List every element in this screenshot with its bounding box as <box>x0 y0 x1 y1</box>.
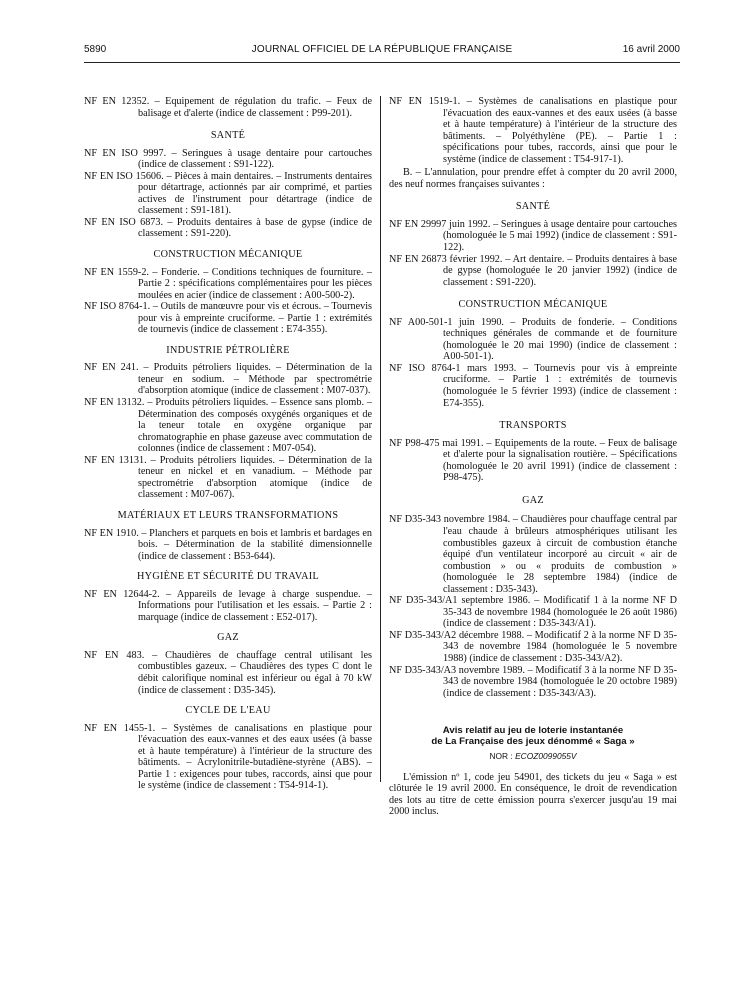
section-heading: GAZ <box>217 632 239 644</box>
notice-title: de La Française des jeux dénommé « Saga » <box>431 736 635 748</box>
standard-entry: NF D35-343/A2 décembre 1988. – Modificatif 2 à la norme NF D 35-343 de novembre 1984 (homologuée le 5 novembre 1988) (indice de classement : D35-343/A2). <box>389 629 677 664</box>
standard-entry: NF EN 26873 février 1992. – Art dentaire. – Produits dentaires à base de gypse (homologuée le 20 janvier 1992) (indice de classement : S91-220). <box>389 253 677 288</box>
standard-entry: NF EN 1519-1. – Systèmes de canalisations en plastique pour l'évacuation des eaux-vannes et des eaux usées (à basse et à haute température) à l'intérieur de la structure des bâtiments. – Polyéthylène (PE). – Partie 1 : spécifications pour tubes, raccords, ainsi que pour le système (indice de classement : T54-917-1). <box>389 96 677 165</box>
standard-entry: NF EN ISO 15606. – Pièces à main dentaires. – Instruments dentaires pour détartrage, actionnés par air comprimé, et parties actives de l'instrument pour détartrage (indice de classement : S91-181). <box>84 170 372 217</box>
notice-block <box>389 725 677 818</box>
standard-entry: NF EN ISO 9997. – Seringues à usage dentaire pour cartouches (indice de classement : S91-122). <box>84 147 372 171</box>
journal-title: JOURNAL OFFICIEL DE LA RÉPUBLIQUE FRANÇAISE <box>251 44 513 55</box>
standard-entry: NF ISO 8764-1 mars 1993. – Tournevis pour vis à empreinte cruciforme. – Partie 1 : extrémités de tournevis (homologuée le 5 février 1993) (indice de classement : E74-355). <box>389 362 677 409</box>
nor-reference <box>389 751 677 763</box>
standard-entry: NF EN 1559-2. – Fonderie. – Conditions techniques de fourniture. – Partie 2 : spécifications complémentaires pour les pièces moulées en acier (indice de classement : A00-500-2). <box>84 266 372 301</box>
issue-date: 16 avril 2000 <box>622 44 680 55</box>
standard-entry: NF D35-343 novembre 1984. – Chaudières pour chauffage central par l'eau chaude à brûleurs atmosphériques utilisant les combustibles gazeux à circuit de combustion étanche équipé d'un ventilateur incorporé au circuit « air de combustion » ou « produits de combustion » (homologuée le 28 septembre 1984) (indice de classement : D35-343). <box>389 514 677 595</box>
standard-entry: NF ISO 8764-1. – Outils de manœuvre pour vis et écrous. – Tournevis pour vis à empreinte cruciforme. – Partie 1 : extrémités de tournevis (indice de classement : E74-355). <box>84 301 372 336</box>
page-header <box>84 44 680 58</box>
column-divider <box>380 96 381 782</box>
notice-title: Avis relatif au jeu de loterie instantanée <box>442 725 624 737</box>
right-column <box>389 96 677 818</box>
section-heading: SANTÉ <box>515 201 551 213</box>
standard-entry: NF D35-343/A3 novembre 1989. – Modificatif 3 à la norme NF D 35-343 de novembre 1984 (homologuée le 20 octobre 1989) (indice de classement : D35-343/A3). <box>389 664 677 699</box>
standard-entry: NF EN 483. – Chaudières de chauffage central utilisant les combustibles gazeux. – Chaudières des types C dont le débit calorifique nominal est inférieur ou égal à 70 kW (indice de classement : D35-345). <box>84 649 372 696</box>
left-column <box>84 96 372 792</box>
standard-entry: NF EN 241. – Produits pétroliers liquides. – Détermination de la teneur en sodium. – Méthode par spectrométrie d'absorption atomique (indice de classement : M07-037). <box>84 362 372 397</box>
notice-body: L'émission nº 1, code jeu 54901, des tickets du jeu « Saga » est clôturée le 19 avril 2000. En conséquence, le droit de revendication des lots au titre de cette émission pourra s'exercer jusqu'au 19 mai 2000 inclus. <box>389 771 677 818</box>
standard-entry: NF EN ISO 6873. – Produits dentaires à base de gypse (indice de classement : S91-220). <box>84 216 372 240</box>
annulation-paragraph: B. – L'annulation, pour prendre effet à compter du 20 avril 2000, des neuf normes françaises suivantes : <box>389 167 677 190</box>
standard-entry: NF A00-501-1 juin 1990. – Produits de fonderie. – Conditions techniques générales de commande et de fourniture (homologuée le 20 mai 1990) (indice de classement : A00-501-1). <box>389 316 677 363</box>
standard-entry: NF EN 1910. – Planchers et parquets en bois et lambris et bardages en bois. – Détermination de la stabilité dimensionnelle (indice de classement : B53-644). <box>84 527 372 562</box>
page-number: 5890 <box>84 44 107 55</box>
section-heading: MATÉRIAUX ET LEURS TRANSFORMATIONS <box>117 509 339 521</box>
section-heading: CYCLE DE L'EAU <box>185 705 271 717</box>
standard-entry: NF EN 13132. – Produits pétroliers liquides. – Essence sans plomb. – Détermination des composés oxygénés organiques et de la teneur totale en oxygène organique par chromatographie en phase gazeuse avec commutation de colonnes (indice de classement : M07-054). <box>84 397 372 455</box>
section-heading: INDUSTRIE PÉTROLIÈRE <box>166 344 290 356</box>
section-heading: CONSTRUCTION MÉCANIQUE <box>153 249 303 261</box>
standard-entry: NF EN 1455-1. – Systèmes de canalisations en plastique pour l'évacuation des eaux-vannes et des eaux usées (à basse et à haute température) à l'intérieur de la structure des bâtiments. – Acrylonitrile-butadiène-styrène (ABS). – Partie 1 : exigences pour tubes, raccords, ainsi que pour le système (indice de classement : T54-914-1). <box>84 722 372 792</box>
section-heading: HYGIÈNE ET SÉCURITÉ DU TRAVAIL <box>137 571 319 583</box>
section-heading: SANTÉ <box>210 130 246 142</box>
nor-label: NOR : <box>489 751 513 762</box>
standard-entry: NF EN 29997 juin 1992. – Seringues à usage dentaire pour cartouches (homologuée le 5 mai 1992) (indice de classement : S91-122). <box>389 218 677 254</box>
standard-entry: NF D35-343/A1 septembre 1986. – Modificatif 1 à la norme NF D 35-343 de novembre 1984 (homologuée le 26 août 1986) (indice de classement : D35-343/A1). <box>389 595 677 630</box>
header-rule <box>84 62 680 63</box>
standard-entry: NF EN 12644-2. – Appareils de levage à charge suspendue. – Informations pour l'utilisation et les essais. – Partie 2 : marquage (indice de classement : E52-017). <box>84 588 372 623</box>
standard-entry: NF EN 13131. – Produits pétroliers liquides. – Détermination de la teneur en nickel et en vanadium. – Méthode par spectrométrie d'absorption atomique (indice de classement : M07-067). <box>84 454 372 501</box>
nor-code: ECOZ0099055V <box>515 751 577 762</box>
standard-entry: NF P98-475 mai 1991. – Equipements de la route. – Feux de balisage et d'alerte pour la signalisation routière. – Spécifications (homologuée le 20 avril 1991) (indice de classement : P98-475). <box>389 437 677 484</box>
section-heading: CONSTRUCTION MÉCANIQUE <box>458 299 608 311</box>
section-heading: GAZ <box>522 494 544 506</box>
standard-entry: NF EN 12352. – Equipement de régulation du trafic. – Feux de balisage et d'alerte (indice de classement : P99-201). <box>84 96 372 119</box>
section-heading: TRANSPORTS <box>499 420 567 432</box>
